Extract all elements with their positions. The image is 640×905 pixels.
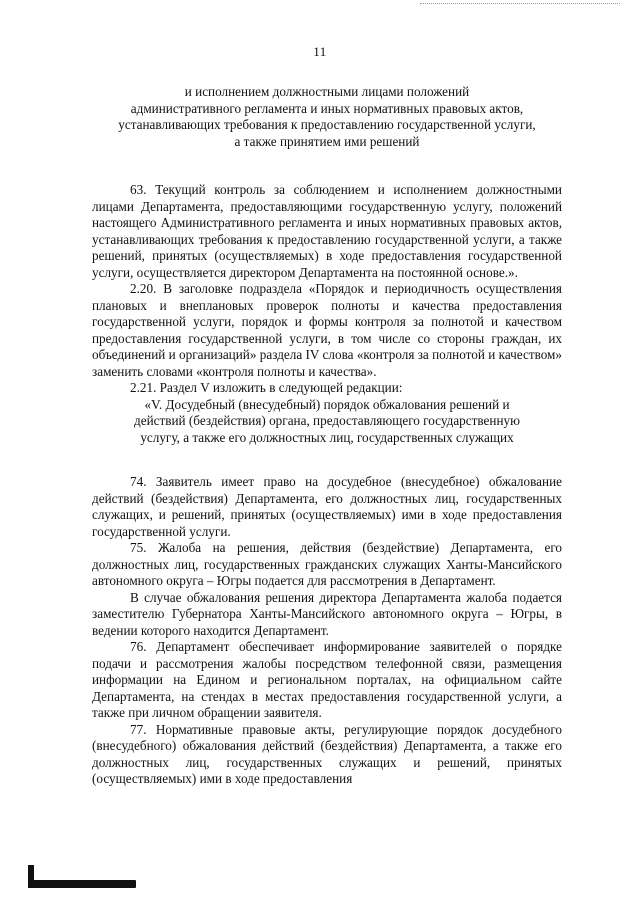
section-heading-line: «V. Досудебный (внесудебный) порядок обжалования решений и <box>144 396 510 412</box>
subsection-heading-line: устанавливающих требования к предоставлению государственной услуги, <box>118 117 536 132</box>
spacer <box>92 150 562 182</box>
paragraph-75-cont: В случае обжалования решения директора Департамента жалоба подается заместителю Губернатора Ханты-Мансийского автономного округа – Югры, в ведении которого находится Департамент. <box>92 589 562 638</box>
scan-artifact-top <box>420 3 620 5</box>
section-v-heading <box>92 397 562 447</box>
document-body <box>92 84 562 788</box>
paragraph-63: 63. Текущий контроль за соблюдением и исполнением должностными лицами Департамента, предоставляющими государственную услугу, положений настоящего Административного регламента и иных нормативных правовых актов, устанавливающих требования к предоставлению государственной услуги, а также решений, принятых (осуществляемых) в ходе предоставления государственной услуги, осуществляется директором Департамента на постоянной основе.». <box>92 182 562 280</box>
section-heading-line: действий (бездействия) органа, предоставляющего государственную <box>134 413 520 428</box>
paragraph-75: 75. Жалоба на решения, действия (бездействие) Департамента, его должностных лиц, государственных гражданских служащих Ханты-Мансийского автономного округа – Югры подается для рассмотрения в Департамент. <box>92 540 562 588</box>
spacer <box>92 446 562 474</box>
subsection-heading-line: и исполнением должностными лицами положений <box>184 84 470 99</box>
subsection-heading-line: а также принятием ими решений <box>234 133 420 149</box>
subsection-heading-line: административного регламента и иных нормативных правовых актов, <box>130 100 524 116</box>
section-heading-line: услугу, а также его должностных лиц, государственных служащих <box>140 429 514 445</box>
paragraph-2-20: 2.20. В заголовке подраздела «Порядок и периодичность осуществления плановых и внеплановых проверок полноты и качества предоставления государственной услуги, порядок и формы контроля за полнотой и качеством предоставления государственной услуги, в том числе со стороны граждан, их объединений и организаций» раздела IV слова «контроля за полнотой и качеством» заменить словами «контроля полноты и качества». <box>92 281 562 379</box>
paragraph-74: 74. Заявитель имеет право на досудебное (внесудебное) обжалование действий (бездействия) Департамента, его должностных лиц, государственных служащих, и решений, принятых (осуществляемых) ими в ходе предоставления государственной услуги. <box>92 474 562 539</box>
paragraph-2-21: 2.21. Раздел V изложить в следующей редакции: <box>130 380 403 395</box>
scan-artifact-bottom <box>28 880 136 888</box>
page-number: 11 <box>313 44 327 59</box>
paragraph-76: 76. Департамент обеспечивает информирование заявителей о порядке подачи и рассмотрения жалобы посредством телефонной связи, размещения информации на Едином и региональном порталах, на официальном сайте Департамента, на стендах в местах предоставления государственной услуги, а также при личном обращении заявителя. <box>92 639 562 720</box>
subsection-heading <box>92 84 562 150</box>
paragraph-77: 77. Нормативные правовые акты, регулирующие порядок досудебного (внесудебного) обжалования действий (бездействия) Департамента, а также его должностных лиц, государственных служащих и решений, принятых (осуществляемых) ими в ходе предоставления <box>92 721 562 786</box>
